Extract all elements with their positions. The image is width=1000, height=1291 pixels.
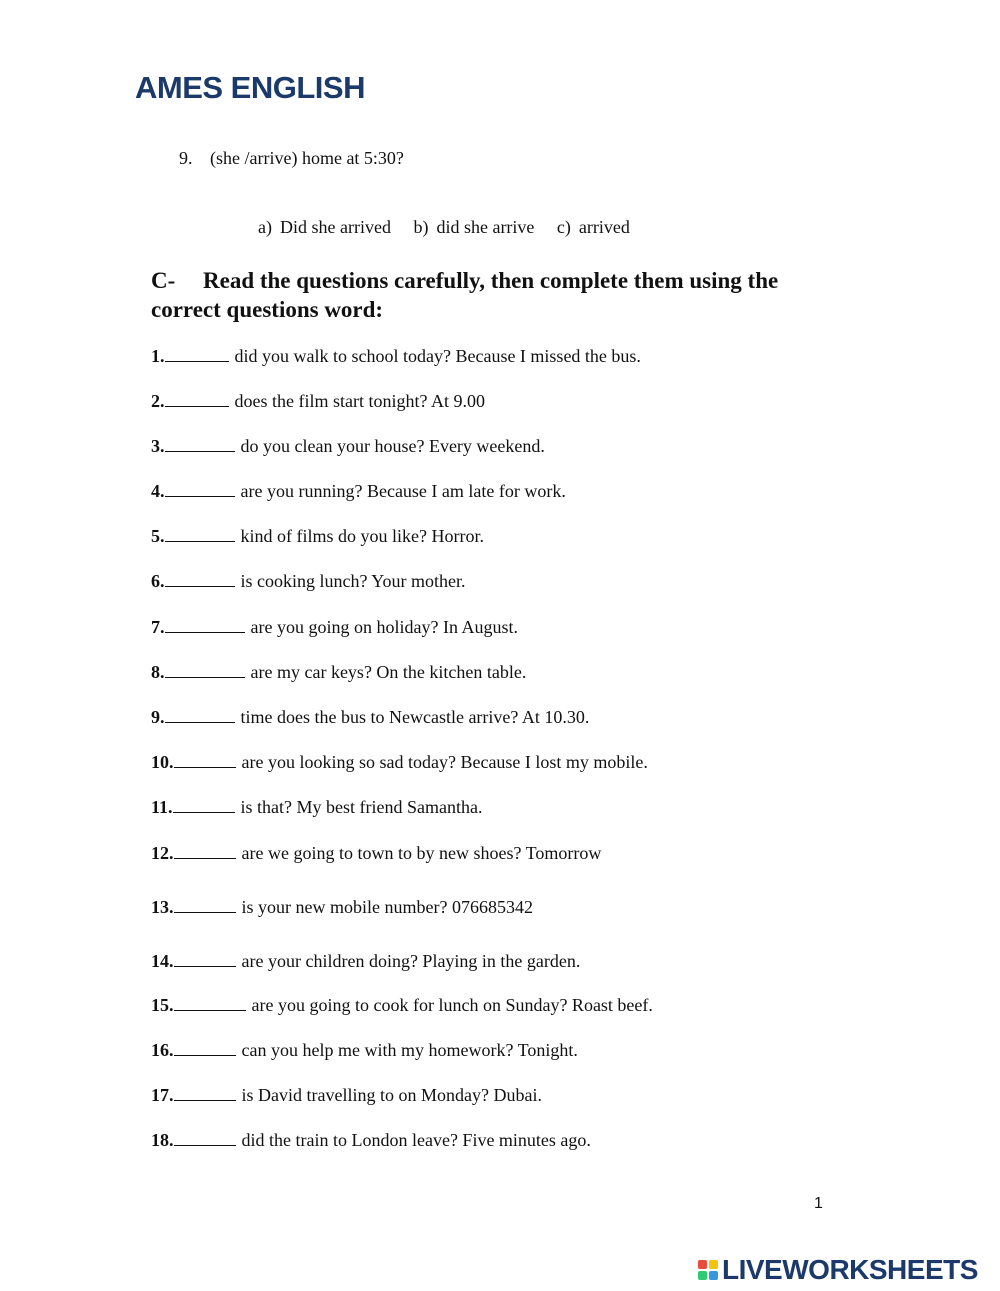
exercise-item — [151, 526, 484, 547]
item-number: 6. — [151, 571, 165, 591]
option-c[interactable]: arrived — [578, 217, 630, 237]
item-number: 4. — [151, 481, 165, 501]
liveworksheets-icon — [698, 1260, 718, 1280]
item-text: kind of films do you like? Horror. — [240, 526, 484, 546]
item-number: 17. — [151, 1085, 174, 1105]
answer-blank[interactable] — [174, 1131, 236, 1146]
answer-blank[interactable] — [174, 753, 236, 768]
item-number: 7. — [151, 617, 165, 637]
item-text: are you looking so sad today? Because I lost my mobile. — [241, 752, 648, 772]
item-number: 13. — [151, 897, 174, 917]
item-text: can you help me with my homework? Tonight. — [241, 1040, 578, 1060]
item-text: are you going to cook for lunch on Sunday? Roast beef. — [251, 995, 653, 1015]
item-text: is David travelling to on Monday? Dubai. — [241, 1085, 542, 1105]
exercise-item — [151, 617, 518, 638]
answer-blank[interactable] — [174, 1086, 236, 1101]
question-number: 9. — [179, 148, 193, 168]
exercise-item — [151, 897, 533, 918]
exercise-item — [151, 481, 566, 502]
item-text: do you clean your house? Every weekend. — [240, 436, 545, 456]
section-prefix: C- — [151, 268, 176, 293]
exercise-item — [151, 1085, 542, 1106]
item-number: 18. — [151, 1130, 174, 1150]
option-c-label: c) — [556, 217, 571, 237]
item-number: 12. — [151, 843, 174, 863]
exercise-item — [151, 1040, 578, 1061]
item-text: is cooking lunch? Your mother. — [240, 571, 466, 591]
liveworksheets-wordmark: LIVEWORKSHEETS — [722, 1254, 978, 1285]
exercise-item — [151, 391, 485, 412]
item-number: 1. — [151, 346, 165, 366]
item-text: time does the bus to Newcastle arrive? At 10.30. — [240, 707, 590, 727]
exercise-item — [151, 797, 482, 818]
answer-blank[interactable] — [174, 952, 236, 967]
item-text: is that? My best friend Samantha. — [240, 797, 483, 817]
exercise-item — [151, 752, 648, 773]
answer-blank[interactable] — [174, 844, 236, 859]
item-text: is your new mobile number? 076685342 — [241, 897, 533, 917]
item-number: 11. — [151, 797, 173, 817]
answer-blank[interactable] — [165, 663, 245, 678]
item-number: 2. — [151, 391, 165, 411]
liveworksheets-logo — [698, 1255, 978, 1285]
answer-blank[interactable] — [165, 347, 229, 362]
answer-blank[interactable] — [174, 996, 246, 1011]
item-text: are we going to town to by new shoes? Tomorrow — [241, 843, 602, 863]
item-number: 15. — [151, 995, 174, 1015]
item-number: 5. — [151, 526, 165, 546]
exercise-item — [151, 346, 641, 367]
answer-blank[interactable] — [165, 618, 245, 633]
exercise-item — [151, 436, 545, 457]
answer-blank[interactable] — [165, 482, 235, 497]
exercise-item — [151, 662, 526, 683]
exercise-item — [151, 707, 589, 728]
item-number: 16. — [151, 1040, 174, 1060]
item-number: 14. — [151, 951, 174, 971]
previous-question — [179, 148, 404, 169]
answer-blank[interactable] — [165, 437, 235, 452]
option-b-label: b) — [413, 217, 429, 237]
exercise-item — [151, 951, 580, 972]
item-text: are you going on holiday? In August. — [250, 617, 518, 637]
page-number: 1 — [814, 1195, 823, 1212]
answer-options — [258, 217, 648, 238]
brand-logo: AMES ENGLISH — [135, 70, 365, 105]
exercise-item — [151, 1130, 591, 1151]
answer-blank[interactable] — [165, 572, 235, 587]
item-text: does the film start tonight? At 9.00 — [234, 391, 485, 411]
answer-blank[interactable] — [165, 708, 235, 723]
exercise-item — [151, 995, 653, 1016]
exercise-item — [151, 843, 601, 864]
item-text: are your children doing? Playing in the garden. — [241, 951, 581, 971]
answer-blank[interactable] — [173, 798, 235, 813]
item-text: are you running? Because I am late for work. — [240, 481, 566, 501]
option-a-label: a) — [258, 217, 272, 237]
answer-blank[interactable] — [165, 527, 235, 542]
question-text: (she /arrive) home at 5:30? — [210, 148, 404, 168]
item-number: 8. — [151, 662, 165, 682]
option-a[interactable]: Did she arrived — [279, 217, 391, 237]
item-number: 10. — [151, 752, 174, 772]
answer-blank[interactable] — [165, 392, 229, 407]
item-text: did the train to London leave? Five minutes ago. — [241, 1130, 591, 1150]
exercise-item — [151, 571, 466, 592]
item-number: 3. — [151, 436, 165, 456]
section-heading — [151, 266, 851, 324]
item-text: did you walk to school today? Because I missed the bus. — [234, 346, 641, 366]
section-instructions: Read the questions carefully, then complete them using the correct questions word: — [151, 268, 779, 322]
item-text: are my car keys? On the kitchen table. — [250, 662, 527, 682]
item-number: 9. — [151, 707, 165, 727]
answer-blank[interactable] — [174, 1041, 236, 1056]
answer-blank[interactable] — [174, 898, 236, 913]
option-b[interactable]: did she arrive — [436, 217, 535, 237]
